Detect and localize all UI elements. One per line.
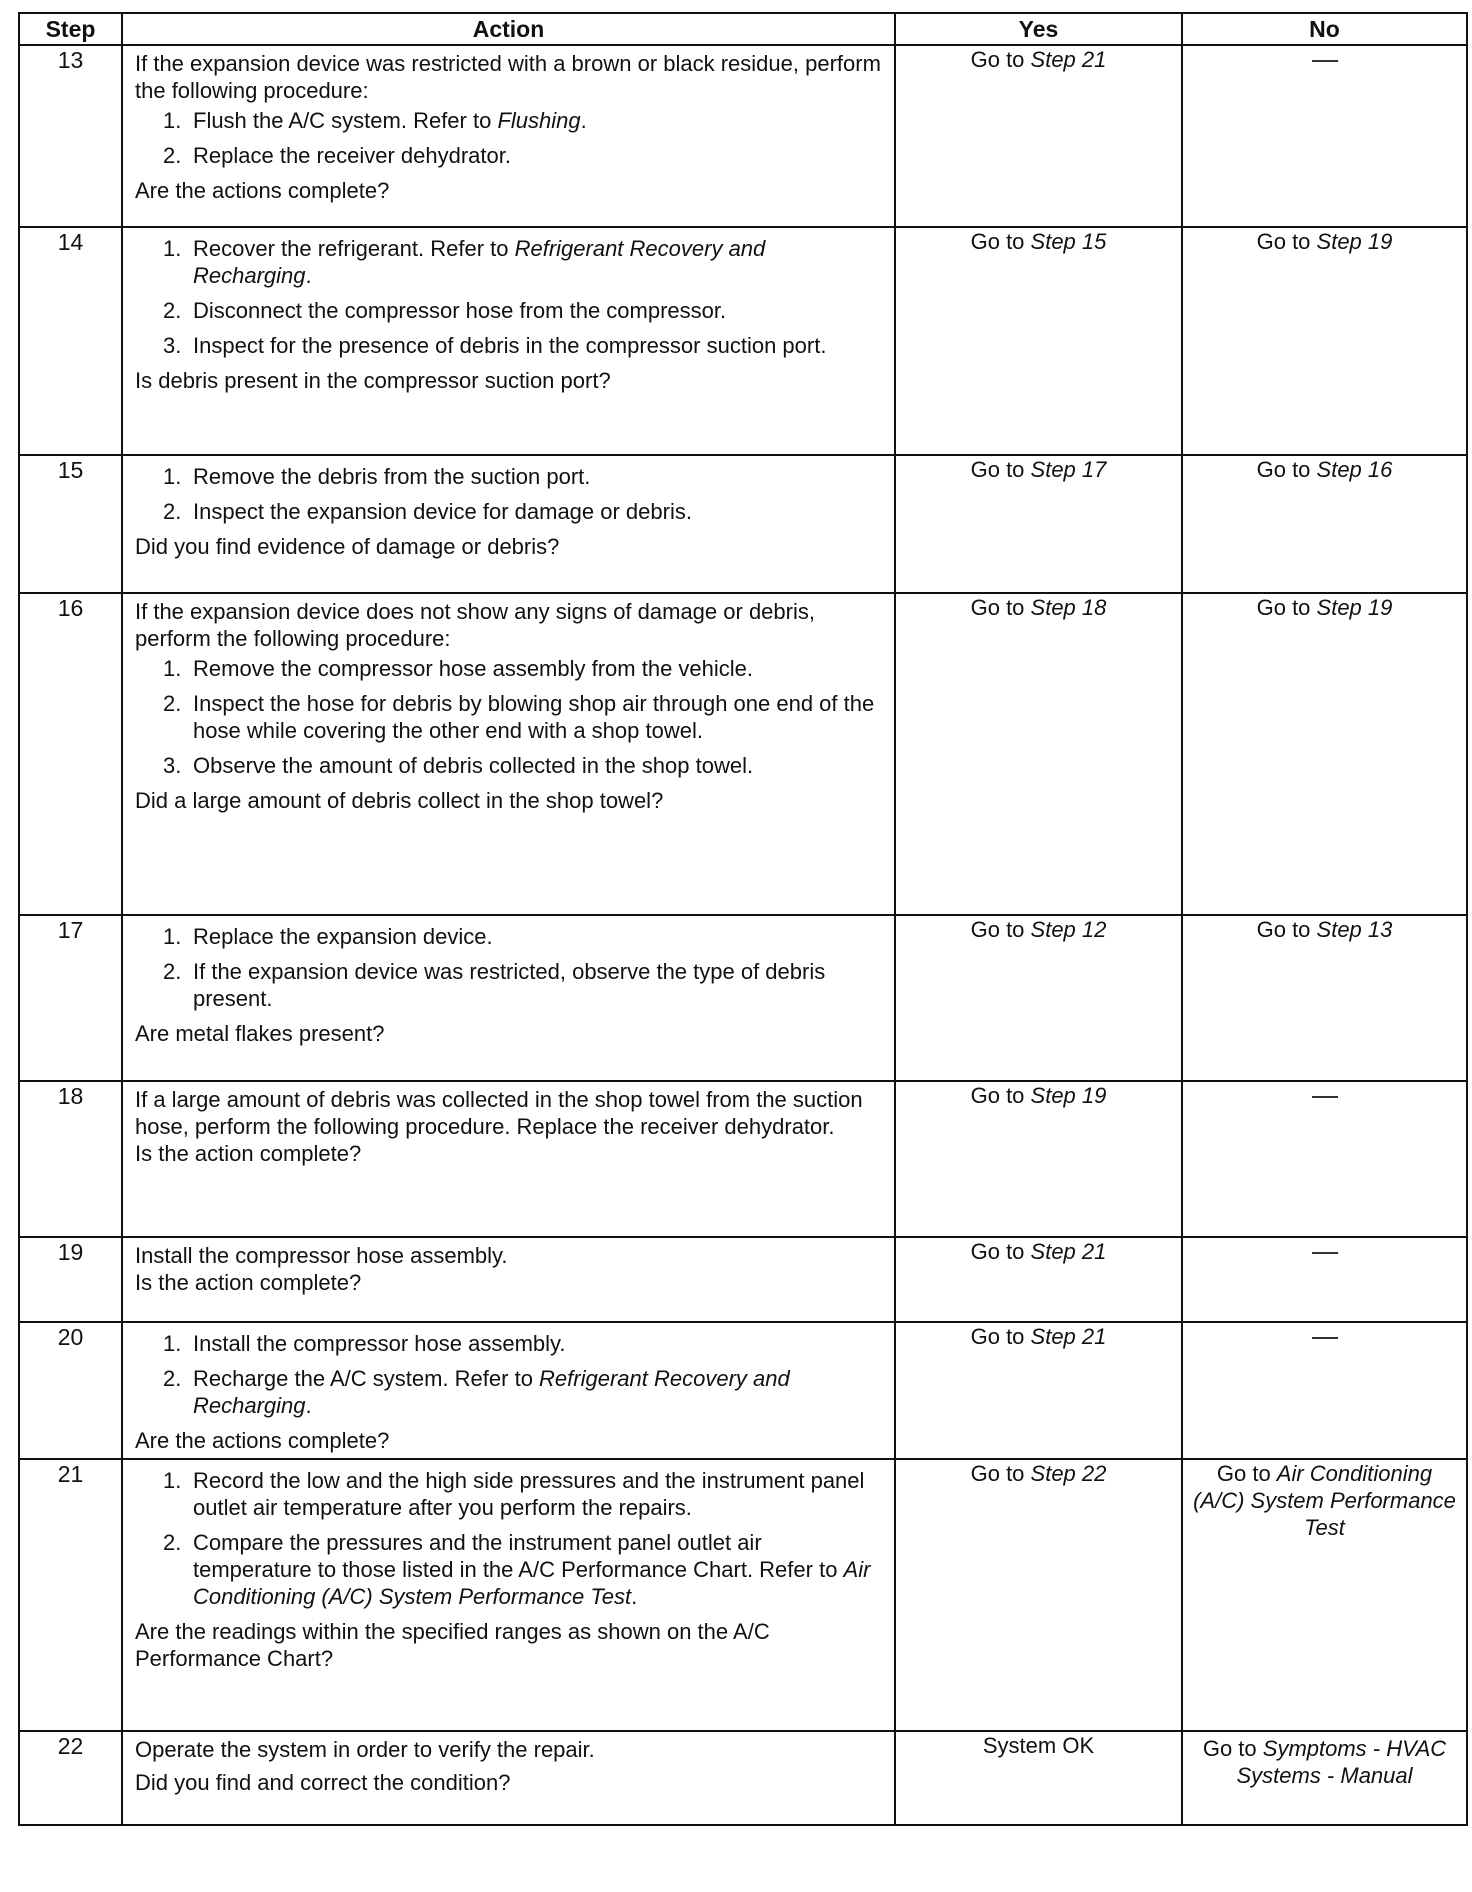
action-cell [122, 1459, 895, 1731]
step-reference: Step 17 [1030, 457, 1107, 482]
action-question: Did you find and correct the condition? [135, 1770, 511, 1795]
step-reference: Step 19 [1316, 595, 1393, 620]
action-intro: Operate the system in order to verify the repair. [135, 1737, 595, 1762]
no-result: Go to Step 19 [1182, 227, 1467, 455]
header-action: Action [122, 13, 895, 45]
header-row [19, 13, 1467, 45]
no-result: Go to Step 16 [1182, 455, 1467, 593]
no-result: Go to Symptoms - HVAC Systems - Manual [1182, 1731, 1467, 1825]
action-question: Are the actions complete? [135, 1428, 390, 1453]
yes-result: Go to Step 19 [895, 1081, 1182, 1237]
action-cell [122, 1322, 895, 1459]
doc-reference: Refrigerant Recovery and Recharging [193, 1366, 790, 1418]
action-intro: If the expansion device does not show any signs of damage or debris, perform the following procedure: [135, 599, 815, 651]
procedure-list [135, 923, 882, 1020]
dash-placeholder [1312, 1096, 1338, 1098]
action-question: Is the action complete? [135, 1141, 362, 1166]
step-reference: Step 15 [1030, 229, 1107, 254]
no-result [1182, 1322, 1467, 1459]
list-item: 1. Remove the debris from the suction port. [163, 464, 591, 489]
diagnostic-table [18, 12, 1468, 1826]
yes-result: System OK [895, 1731, 1182, 1825]
action-question: Are the readings within the specified ranges as shown on the A/C Performance Chart? [135, 1619, 770, 1671]
step-reference: Step 19 [1030, 1083, 1107, 1108]
table-row-step-14 [19, 227, 1467, 455]
action-cell [122, 915, 895, 1081]
no-result: Go to Step 19 [1182, 593, 1467, 915]
step-reference: Step 16 [1316, 457, 1393, 482]
yes-result: Go to Step 21 [895, 45, 1182, 227]
yes-result: Go to Step 12 [895, 915, 1182, 1081]
list-item: 2. Recharge the A/C system. Refer to Refrigerant Recovery and Recharging. [163, 1366, 790, 1418]
table-row-step-17 [19, 915, 1467, 1081]
header-step: Step [19, 13, 122, 45]
step-reference: Step 21 [1030, 47, 1107, 72]
action-intro: If the expansion device was restricted with a brown or black residue, perform the following procedure: [135, 51, 881, 103]
list-item: 2. Inspect the expansion device for damage or debris. [163, 499, 692, 524]
table-row-step-21 [19, 1459, 1467, 1731]
action-question: Did a large amount of debris collect in the shop towel? [135, 788, 664, 813]
procedure-list [135, 107, 882, 177]
step-reference: Step 18 [1030, 595, 1107, 620]
step-reference: Step 21 [1030, 1239, 1107, 1264]
action-cell [122, 45, 895, 227]
step-number: 16 [19, 593, 122, 915]
list-item: 1. Install the compressor hose assembly. [163, 1331, 566, 1356]
doc-reference: Air Conditioning (A/C) System Performance Test [1193, 1461, 1456, 1540]
table-row-step-13 [19, 45, 1467, 227]
step-number: 17 [19, 915, 122, 1081]
procedure-list [135, 1330, 882, 1427]
list-item: 2. If the expansion device was restricted, observe the type of debris present. [163, 959, 826, 1011]
list-item: 1. Remove the compressor hose assembly from the vehicle. [163, 656, 754, 681]
step-number: 22 [19, 1731, 122, 1825]
table-row-step-16 [19, 593, 1467, 915]
dash-placeholder [1312, 1337, 1338, 1339]
header-yes: Yes [895, 13, 1182, 45]
action-question: Are metal flakes present? [135, 1021, 385, 1046]
yes-result: Go to Step 15 [895, 227, 1182, 455]
no-result [1182, 1237, 1467, 1322]
table-row-step-19 [19, 1237, 1467, 1322]
procedure-list [135, 655, 882, 787]
step-reference: Step 22 [1030, 1461, 1107, 1486]
step-number: 18 [19, 1081, 122, 1237]
list-item: 1. Record the low and the high side pressures and the instrument panel outlet air temperature after you perform the repairs. [163, 1468, 865, 1520]
procedure-list [135, 463, 882, 533]
header-no: No [1182, 13, 1467, 45]
step-number: 14 [19, 227, 122, 455]
action-cell [122, 1237, 895, 1322]
list-item: 2. Disconnect the compressor hose from the compressor. [163, 298, 727, 323]
doc-reference: Refrigerant Recovery and Recharging [193, 236, 766, 288]
step-reference: Step 12 [1030, 917, 1107, 942]
doc-reference: Symptoms - HVAC Systems - Manual [1236, 1736, 1447, 1788]
step-reference: Step 13 [1316, 917, 1393, 942]
yes-result: Go to Step 17 [895, 455, 1182, 593]
doc-reference: Air Conditioning (A/C) System Performance Test [193, 1557, 871, 1609]
action-intro: Install the compressor hose assembly. [135, 1243, 508, 1268]
list-item: 2. Replace the receiver dehydrator. [163, 143, 511, 168]
yes-result: Go to Step 18 [895, 593, 1182, 915]
action-intro: If a large amount of debris was collected in the shop towel from the suction hose, perform the following procedure. Replace the receiver dehydrator. [135, 1087, 863, 1139]
procedure-list [135, 1467, 882, 1618]
action-question: Is debris present in the compressor suction port? [135, 368, 611, 393]
step-number: 21 [19, 1459, 122, 1731]
procedure-list [135, 235, 882, 367]
action-cell [122, 1081, 895, 1237]
list-item: 2. Inspect the hose for debris by blowing shop air through one end of the hose while covering the other end with a shop towel. [163, 691, 875, 743]
list-item: 1. Flush the A/C system. Refer to Flushing. [163, 108, 587, 133]
step-reference: Step 21 [1030, 1324, 1107, 1349]
action-cell [122, 227, 895, 455]
list-item: 3. Inspect for the presence of debris in the compressor suction port. [163, 333, 827, 358]
list-item: 2. Compare the pressures and the instrument panel outlet air temperature to those listed in the A/C Performance Chart. Refer to Air Conditioning (A/C) System Performance Test. [163, 1530, 871, 1609]
step-number: 15 [19, 455, 122, 593]
no-result: Go to Step 13 [1182, 915, 1467, 1081]
action-question: Did you find evidence of damage or debris? [135, 534, 560, 559]
dash-placeholder [1312, 1252, 1338, 1254]
table-row-step-22 [19, 1731, 1467, 1825]
yes-result: Go to Step 21 [895, 1322, 1182, 1459]
step-number: 13 [19, 45, 122, 227]
step-number: 20 [19, 1322, 122, 1459]
list-item: 1. Recover the refrigerant. Refer to Refrigerant Recovery and Recharging. [163, 236, 766, 288]
action-cell [122, 455, 895, 593]
list-item: 3. Observe the amount of debris collected in the shop towel. [163, 753, 754, 778]
dash-placeholder [1312, 60, 1338, 62]
yes-result: Go to Step 22 [895, 1459, 1182, 1731]
no-result: Go to Air Conditioning (A/C) System Performance Test [1182, 1459, 1467, 1731]
list-item: 1. Replace the expansion device. [163, 924, 493, 949]
action-cell [122, 1731, 895, 1825]
step-reference: Step 19 [1316, 229, 1393, 254]
yes-result: Go to Step 21 [895, 1237, 1182, 1322]
action-question: Are the actions complete? [135, 178, 390, 203]
action-cell [122, 593, 895, 915]
no-result [1182, 1081, 1467, 1237]
doc-reference: Flushing [497, 108, 581, 133]
table-row-step-20 [19, 1322, 1467, 1459]
action-question: Is the action complete? [135, 1270, 362, 1295]
table-row-step-18 [19, 1081, 1467, 1237]
step-number: 19 [19, 1237, 122, 1322]
no-result [1182, 45, 1467, 227]
table-row-step-15 [19, 455, 1467, 593]
